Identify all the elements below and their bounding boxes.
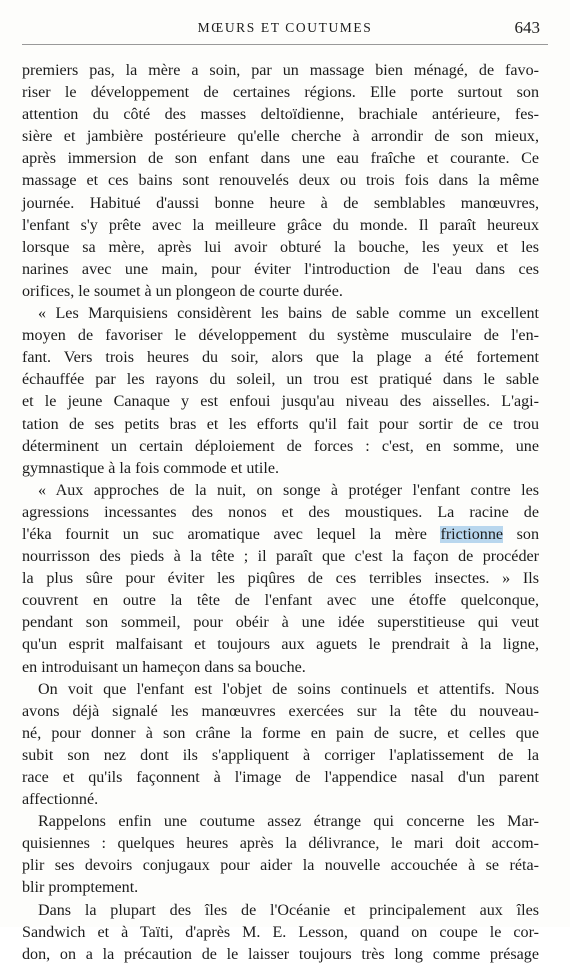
- header-rule: [22, 44, 548, 45]
- paragraph: [22, 480, 539, 679]
- paragraph: [22, 811, 539, 899]
- text-line: journée. Habitué d'aussi bonne heure à de semblables manœuvres,: [22, 194, 539, 212]
- text-line: Dans la plupart des îles de l'Océanie et principalement aux îles: [38, 901, 539, 919]
- running-header: [22, 20, 548, 42]
- text-line: Sandwich et à Taïti, d'après M. E. Lesson, quand on coupe le cor-: [22, 923, 539, 941]
- text-line: pendant son sommeil, pour obéir à une idée superstitieuse qui veut: [22, 614, 539, 632]
- paragraph: [22, 900, 539, 966]
- text-line: fant. Vers trois heures du soir, alors que la plage a été fortement: [22, 349, 539, 367]
- text-line: narines avec une main, pour éviter l'introduction de l'eau dans ces: [22, 260, 539, 278]
- text-line: déterminent un certain déploiement de forces : c'est, en somme, une: [22, 437, 539, 455]
- text-line: [22, 524, 539, 546]
- text-line: moyen de favoriser le développement du système musculaire de l'en-: [22, 327, 539, 345]
- text-line: « Aux approches de la nuit, on songe à protéger l'enfant contre les: [38, 481, 539, 499]
- text-line: affectionné.: [22, 791, 99, 809]
- body-text: [22, 60, 539, 966]
- text-line: né, pour donner à son crâne la forme en pain de sucre, et celles que: [22, 724, 539, 742]
- paragraph: [22, 303, 539, 480]
- text-line: et le jeune Canaque y est enfoui jusqu'au niveau des aisselles. L'agi-: [22, 393, 539, 411]
- text-line: race et qu'ils façonnent à l'image de l'appendice nasal d'un parent: [22, 769, 539, 786]
- text-line: orifices, le soumet à un plongeon de courte durée.: [22, 282, 343, 300]
- text-line: agressions incessantes des nonos et des moustiques. La racine de: [22, 503, 539, 521]
- text-line: blir promptement.: [22, 879, 139, 897]
- text-fragment: son: [503, 525, 539, 543]
- text-line: nourrisson des pieds à la tête ; il paraît que c'est la façon de procéder: [22, 548, 539, 566]
- text-line: échauffée par les rayons du soleil, un trou est pratiqué dans le sable: [22, 371, 539, 389]
- text-line: qu'un esprit malfaisant et toujours aux aguets le prendrait à la ligne,: [22, 636, 539, 654]
- text-line: Rappelons enfin une coutume assez étrange qui concerne les Mar-: [38, 813, 539, 831]
- text-line: « Les Marquisiens considèrent les bains de sable comme un excellent: [38, 305, 539, 323]
- text-line: don, on a la précaution de le laisser toujours très long comme présage: [22, 945, 539, 963]
- paragraph: [22, 60, 539, 303]
- text-line: quisiennes : quelques heures après la délivrance, le mari doit accom-: [22, 835, 539, 853]
- text-line: l'enfant s'y prête avec la meilleure grâce du monde. Il paraît heureux: [22, 216, 539, 234]
- text-line: subit son nez dont ils s'appliquent à corriger l'aplatissement de la: [22, 746, 539, 764]
- text-line: premiers pas, la mère a soin, par un massage bien ménagé, de favo-: [22, 62, 539, 79]
- text-line: avons déjà signalé les manœuvres exercées sur la tête du nouveau-: [22, 702, 539, 720]
- text-line: tation de ses petits bras et les efforts qu'il fait pour sortir de ce trou: [22, 415, 539, 433]
- text-line: lorsque sa mère, après lui avoir obturé la bouche, les yeux et les: [22, 238, 539, 256]
- text-line: plir ses devoirs conjugaux pour aider la nouvelle accouchée à se réta-: [22, 857, 539, 875]
- text-line: massage et ces bains sont renouvelés deux ou trois fois dans la même: [22, 172, 539, 190]
- text-line: couvrent en outre la tête de l'enfant avec une étoffe quelconque,: [22, 592, 539, 610]
- text-fragment: l'éka fournit un suc aromatique avec lequel la mère: [22, 525, 441, 543]
- text-line: la plus sûre pour éviter les piqûres de ces terribles insectes. » Ils: [22, 570, 539, 588]
- text-line: après immersion de son enfant dans une eau fraîche et courante. Ce: [22, 150, 539, 168]
- text-line: riser le développement de certaines régions. Elle porte surtout son: [22, 84, 539, 102]
- highlighted-word[interactable]: frictionne: [440, 525, 504, 543]
- running-title: MŒURS ET COUTUMES: [197, 20, 373, 35]
- text-line: sière et jambière postérieure qu'elle cherche à arrondir de son mieux,: [22, 128, 539, 146]
- text-line: attention du côté des masses deltoïdienne, brachiale antérieure, fes-: [22, 106, 539, 124]
- text-line: en introduisant un hameçon dans sa bouche.: [22, 658, 306, 676]
- paragraph: [22, 679, 539, 812]
- page-number: 643: [514, 18, 540, 37]
- text-line: gymnastique à la fois commode et utile.: [22, 459, 279, 477]
- text-line: On voit que l'enfant est l'objet de soins continuels et attentifs. Nous: [38, 680, 539, 698]
